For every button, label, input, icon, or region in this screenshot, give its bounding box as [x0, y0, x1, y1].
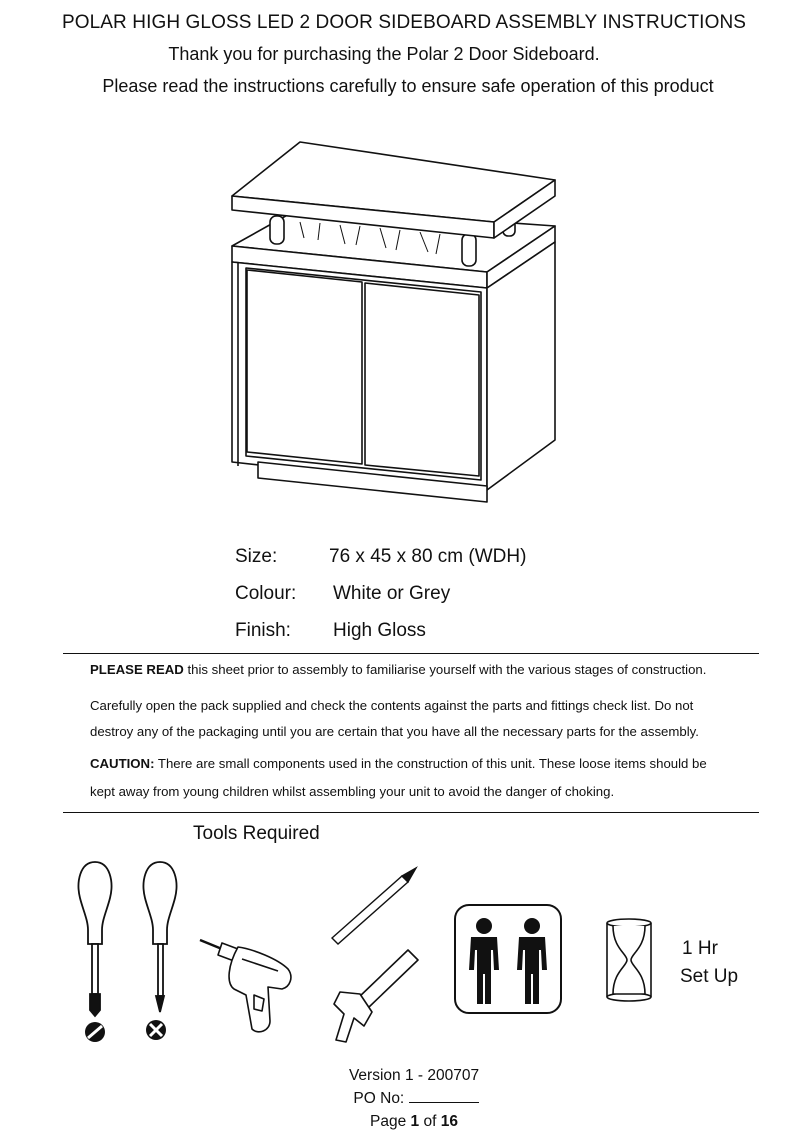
power-drill-icon	[198, 935, 308, 1045]
divider-top	[63, 653, 759, 654]
two-person-lift-icon	[454, 904, 562, 1014]
time-estimate: 1 Hr	[682, 938, 718, 959]
spec-size-value: 76 x 45 x 80 cm (WDH)	[329, 546, 527, 567]
hourglass-icon	[603, 918, 655, 1002]
spec-colour-label: Colour:	[235, 583, 297, 604]
flathead-screwdriver-icon	[70, 860, 120, 1045]
caution-text: There are small components used in the construction of this unit. These loose items should be	[157, 756, 707, 771]
page-word: Page	[370, 1113, 407, 1130]
check-contents-line-2: destroy any of the packaging until you are certain that you have all the necessary parts for the assembly.	[90, 724, 699, 739]
page-indicator	[10, 1113, 808, 1131]
spec-size-label: Size:	[235, 546, 278, 567]
po-blank-line	[409, 1090, 479, 1103]
po-label: PO No:	[353, 1090, 405, 1107]
set-up-label: Set Up	[680, 966, 739, 987]
please-read-note	[90, 662, 750, 677]
tools-heading: Tools Required	[193, 823, 320, 844]
caution-bold: CAUTION:	[90, 756, 155, 771]
thank-you-text: Thank you for purchasing the Polar 2 Door Sideboard.	[168, 44, 600, 64]
pencil-icon	[330, 866, 420, 948]
read-instructions-text: Please read the instructions carefully to ensure safe operation of this product	[102, 76, 714, 96]
spec-colour-value: White or Grey	[333, 583, 451, 604]
document-title: POLAR HIGH GLOSS LED 2 DOOR SIDEBOARD ASSEMBLY INSTRUCTIONS	[61, 12, 747, 33]
po-number	[12, 1090, 808, 1108]
please-read-bold: PLEASE READ	[90, 662, 184, 677]
page-of: of	[423, 1113, 437, 1130]
divider-bottom	[63, 812, 759, 813]
spec-finish-value: High Gloss	[333, 620, 426, 641]
check-contents-line-1: Carefully open the pack supplied and check the contents against the parts and fittings check list. Do not	[90, 698, 694, 713]
page-current: 1	[410, 1113, 420, 1130]
version-text: Version 1 - 200707	[348, 1067, 480, 1084]
please-read-text: this sheet prior to assembly to familiarise yourself with the various stages of construction.	[187, 662, 707, 677]
sideboard-illustration	[0, 0, 808, 520]
spec-finish-label: Finish:	[235, 620, 291, 641]
phillips-screwdriver-icon	[135, 860, 185, 1045]
page-total: 16	[440, 1113, 458, 1130]
hammer-icon	[328, 946, 423, 1046]
caution-note	[90, 756, 750, 771]
caution-line-2: kept away from young children whilst assembling your unit to avoid the danger of choking.	[90, 784, 615, 799]
